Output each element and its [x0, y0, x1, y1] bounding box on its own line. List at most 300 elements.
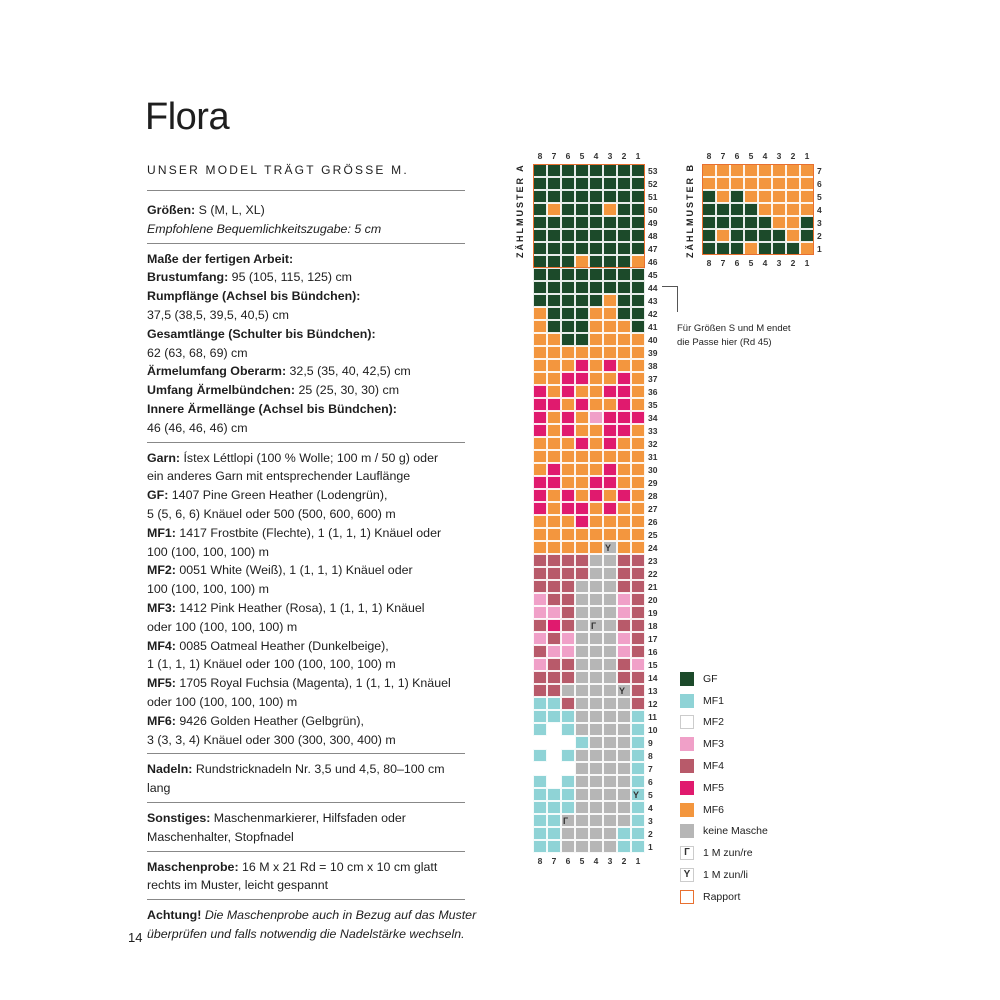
chart-cell	[744, 216, 758, 229]
row-number: 45	[648, 270, 658, 280]
chart-cell	[786, 177, 800, 190]
chart-cell	[561, 593, 575, 606]
info-label: MF3:	[147, 600, 176, 615]
chart-cell	[533, 762, 547, 775]
column-number: 5	[748, 258, 754, 268]
chart-cell	[631, 190, 645, 203]
chart-cell	[730, 216, 744, 229]
legend-label: Rapport	[703, 890, 741, 903]
chart-cell	[533, 710, 547, 723]
chart-cell	[730, 229, 744, 242]
chart-cell	[631, 489, 645, 502]
column-number: 2	[790, 258, 796, 268]
row-number: 4	[648, 803, 653, 813]
note-connector	[662, 286, 678, 312]
chart-cell	[575, 190, 589, 203]
increase-symbol: Г	[591, 621, 597, 631]
row-number: 23	[648, 556, 658, 566]
info-label: MF2:	[147, 563, 176, 578]
chart-cell	[561, 723, 575, 736]
chart-cell	[575, 840, 589, 853]
chart-cell	[547, 359, 561, 372]
chart-cell	[533, 580, 547, 593]
info-line	[147, 505, 465, 524]
chart-cell	[589, 359, 603, 372]
info-line	[147, 637, 465, 656]
increase-symbol: Y	[605, 543, 612, 553]
chart-cell	[561, 671, 575, 684]
chart-cell	[772, 216, 786, 229]
row-number: 6	[648, 777, 653, 787]
chart-cell	[589, 177, 603, 190]
chart-cell	[617, 827, 631, 840]
column-number: 7	[551, 856, 557, 866]
chart-cell	[800, 190, 814, 203]
chart-cell	[603, 554, 617, 567]
info-label: Achtung!	[147, 908, 202, 923]
info-label: GF:	[147, 488, 169, 503]
chart-cell	[561, 606, 575, 619]
chart-cell	[575, 489, 589, 502]
chart-cell	[631, 736, 645, 749]
info-value: rechts im Muster, leicht gespannt	[147, 878, 329, 893]
chart-cell	[533, 671, 547, 684]
chart-cell	[589, 203, 603, 216]
chart-cell	[786, 229, 800, 242]
chart-cell	[589, 840, 603, 853]
chart-cell	[617, 554, 631, 567]
chart-cell	[533, 203, 547, 216]
chart-cell	[603, 346, 617, 359]
chart-cell	[603, 242, 617, 255]
chart-cell	[533, 541, 547, 554]
chart-cell	[589, 268, 603, 281]
chart-cell	[533, 385, 547, 398]
chart-cell	[603, 489, 617, 502]
chart-cell	[589, 424, 603, 437]
chart-cell	[575, 619, 589, 632]
chart-cell	[575, 437, 589, 450]
size-note-line: Für Größen S und M endet	[677, 323, 791, 334]
chart-cell	[533, 463, 547, 476]
chart-cell	[716, 229, 730, 242]
chart-cell	[589, 788, 603, 801]
info-section	[147, 442, 465, 754]
chart-cell	[533, 632, 547, 645]
chart-cell	[589, 814, 603, 827]
chart-cell	[589, 502, 603, 515]
chart-cell	[561, 645, 575, 658]
chart-cell	[617, 489, 631, 502]
row-number: 32	[648, 439, 658, 449]
chart-cell	[603, 502, 617, 515]
chart-cell	[617, 359, 631, 372]
chart-cell	[561, 229, 575, 242]
info-line	[147, 580, 465, 599]
chart-cell	[744, 190, 758, 203]
chart-cell	[547, 788, 561, 801]
chart-cell	[547, 476, 561, 489]
chart-cell	[786, 242, 800, 255]
color-swatch	[680, 737, 694, 751]
info-value: 0085 Oatmeal Heather (Dunkelbeige),	[175, 638, 389, 653]
chart-cell	[533, 567, 547, 580]
chart-cell	[758, 229, 772, 242]
chart-cell	[603, 632, 617, 645]
chart-cell	[575, 749, 589, 762]
info-value: 100 (100, 100, 100) m	[147, 582, 269, 597]
chart-cell	[575, 515, 589, 528]
legend-label: GF	[703, 672, 718, 685]
info-value: Ístex Léttlopi (100 % Wolle; 100 m / 50 g) oder	[180, 450, 439, 465]
chart-cell	[575, 788, 589, 801]
chart-cell	[561, 281, 575, 294]
chart-cell	[617, 645, 631, 658]
chart-cell	[533, 242, 547, 255]
legend-item	[680, 755, 768, 777]
chart-cell	[603, 840, 617, 853]
pattern-info-column	[147, 190, 477, 948]
chart-cell	[603, 580, 617, 593]
chart-cell	[547, 554, 561, 567]
chart-cell	[533, 424, 547, 437]
chart-cell	[617, 814, 631, 827]
chart-cell	[575, 346, 589, 359]
chart-cell	[631, 632, 645, 645]
chart-cell	[603, 333, 617, 346]
chart-cell	[631, 359, 645, 372]
row-number: 53	[648, 166, 658, 176]
color-swatch	[680, 694, 694, 708]
chart-cell	[702, 229, 716, 242]
chart-cell	[617, 307, 631, 320]
chart-cell	[575, 593, 589, 606]
chart-cell	[617, 333, 631, 346]
info-section	[147, 802, 465, 851]
chart-cell	[547, 229, 561, 242]
chart-cell	[800, 216, 814, 229]
chart-cell	[786, 164, 800, 177]
legend-label: 1 M zun/li	[703, 869, 748, 882]
info-label: Maße der fertigen Arbeit:	[147, 251, 294, 266]
chart-cell	[575, 775, 589, 788]
chart-cell	[617, 801, 631, 814]
info-line	[147, 925, 465, 944]
chart-cell	[547, 671, 561, 684]
chart-cell	[561, 515, 575, 528]
column-number: 5	[748, 151, 754, 161]
chart-cell	[533, 736, 547, 749]
column-number: 4	[762, 151, 768, 161]
chart-cell	[631, 255, 645, 268]
chart-cell	[631, 437, 645, 450]
chart-cell	[603, 775, 617, 788]
legend-label: MF6	[703, 803, 724, 816]
color-swatch	[680, 715, 694, 729]
chart-cell	[617, 528, 631, 541]
chart-cell	[575, 320, 589, 333]
chart-cell	[575, 203, 589, 216]
info-value: 5 (5, 6, 6) Knäuel oder 500 (500, 600, 600) m	[147, 506, 396, 521]
chart-cell	[800, 242, 814, 255]
row-number: 36	[648, 387, 658, 397]
chart-cell	[575, 801, 589, 814]
chart-cell	[702, 190, 716, 203]
chart-cell	[603, 541, 617, 554]
chart-cell	[631, 814, 645, 827]
row-number: 35	[648, 400, 658, 410]
chart-cell	[702, 164, 716, 177]
chart-cell	[631, 307, 645, 320]
chart-cell	[603, 827, 617, 840]
row-number: 1	[648, 842, 653, 852]
chart-cell	[744, 177, 758, 190]
chart-cell	[744, 242, 758, 255]
chart-cell	[533, 320, 547, 333]
column-number: 8	[537, 856, 543, 866]
chart-cell	[575, 229, 589, 242]
chart-cell	[603, 528, 617, 541]
chart-cell	[533, 450, 547, 463]
chart-cell	[589, 242, 603, 255]
row-number: 11	[648, 712, 657, 722]
row-number: 29	[648, 478, 658, 488]
chart-cell	[631, 671, 645, 684]
chart-cell	[589, 333, 603, 346]
chart-cell	[617, 736, 631, 749]
chart-cell	[617, 788, 631, 801]
chart-cell	[603, 710, 617, 723]
chart-cell	[575, 177, 589, 190]
info-section	[147, 190, 465, 243]
chart-cell	[589, 801, 603, 814]
info-section	[147, 851, 465, 900]
chart-cell	[631, 710, 645, 723]
info-value: 100 (100, 100, 100) m	[147, 544, 269, 559]
chart-cell	[547, 489, 561, 502]
chart-cell	[786, 216, 800, 229]
row-number: 8	[648, 751, 653, 761]
chart-cell	[617, 762, 631, 775]
chart-cell	[631, 268, 645, 281]
chart-cell	[575, 736, 589, 749]
chart-cell	[617, 580, 631, 593]
chart-cell	[547, 203, 561, 216]
chart-cell	[603, 645, 617, 658]
chart-cell	[631, 281, 645, 294]
info-line	[147, 467, 465, 486]
legend-label: MF3	[703, 738, 724, 751]
chart-cell	[603, 385, 617, 398]
chart-cell	[533, 658, 547, 671]
row-number: 31	[648, 452, 658, 462]
row-number: 30	[648, 465, 658, 475]
chart-cell	[772, 229, 786, 242]
chart-cell	[617, 710, 631, 723]
chart-cell	[716, 216, 730, 229]
increase-symbol: Г	[563, 816, 569, 826]
row-number: 37	[648, 374, 658, 384]
column-number: 3	[607, 151, 613, 161]
chart-cell	[603, 255, 617, 268]
chart-cell	[631, 515, 645, 528]
chart-cell	[603, 411, 617, 424]
chart-cell	[772, 242, 786, 255]
chart-cell	[547, 164, 561, 177]
row-number: 25	[648, 530, 658, 540]
chart-cell	[631, 697, 645, 710]
info-value: überprüfen und falls notwendig die Nadelstärke wechseln.	[147, 926, 465, 941]
chart-cell	[561, 424, 575, 437]
info-value: 46 (46, 46, 46) cm	[147, 420, 248, 435]
chart-cell	[617, 164, 631, 177]
chart-cell	[547, 827, 561, 840]
chart-cell	[561, 749, 575, 762]
chart-cell	[617, 294, 631, 307]
chart-cell	[603, 593, 617, 606]
info-line	[147, 287, 465, 306]
chart-cell	[547, 450, 561, 463]
row-number: 2	[817, 231, 822, 241]
row-number: 33	[648, 426, 658, 436]
chart-cell	[575, 385, 589, 398]
row-number: 42	[648, 309, 658, 319]
chart-cell	[631, 333, 645, 346]
chart-cell	[603, 515, 617, 528]
chart-cell	[631, 619, 645, 632]
chart-cell	[547, 320, 561, 333]
chart-cell	[772, 203, 786, 216]
info-section	[147, 753, 465, 802]
row-number: 34	[648, 413, 658, 423]
info-line	[147, 325, 465, 344]
row-number: 5	[817, 192, 822, 202]
chart-cell	[547, 333, 561, 346]
row-number: 47	[648, 244, 658, 254]
chart-cell	[575, 255, 589, 268]
row-number: 39	[648, 348, 658, 358]
chart-cell	[631, 164, 645, 177]
chart-cell	[575, 398, 589, 411]
chart-cell	[547, 567, 561, 580]
info-value: oder 100 (100, 100, 100) m	[147, 694, 298, 709]
chart-cell	[603, 216, 617, 229]
chart-cell	[547, 710, 561, 723]
chart-cell	[631, 554, 645, 567]
chart-cell	[533, 437, 547, 450]
chart-cell	[631, 827, 645, 840]
info-line	[147, 693, 465, 712]
chart-cell	[603, 684, 617, 697]
chart-cell	[758, 216, 772, 229]
chart-cell	[589, 606, 603, 619]
row-number: 7	[648, 764, 653, 774]
info-value: 16 M x 21 Rd = 10 cm x 10 cm glatt	[238, 859, 438, 874]
column-number: 7	[720, 151, 726, 161]
chart-cell	[561, 450, 575, 463]
chart-cell	[631, 216, 645, 229]
chart-cell	[561, 840, 575, 853]
chart-cell	[716, 203, 730, 216]
chart-cell	[730, 203, 744, 216]
chart-cell	[561, 502, 575, 515]
info-value: Maschenhalter, Stopfnadel	[147, 829, 294, 844]
chart-cell	[561, 216, 575, 229]
info-label: Umfang Ärmelbündchen:	[147, 383, 296, 398]
chart-cell	[575, 502, 589, 515]
chart-cell	[758, 177, 772, 190]
chart-cell	[603, 606, 617, 619]
chart-cell	[702, 203, 716, 216]
chart-cell	[547, 593, 561, 606]
chart-cell	[786, 190, 800, 203]
chart-cell	[603, 229, 617, 242]
row-number: 52	[648, 179, 658, 189]
chart-cell	[589, 307, 603, 320]
chart-cell	[533, 164, 547, 177]
chart-cell	[533, 593, 547, 606]
row-number: 14	[648, 673, 658, 683]
info-value: 9426 Golden Heather (Gelbgrün),	[175, 713, 364, 728]
chart-cell	[631, 775, 645, 788]
chart-cell	[603, 736, 617, 749]
info-line	[147, 655, 465, 674]
info-value: 0051 White (Weiß), 1 (1, 1, 1) Knäuel oder	[175, 563, 413, 578]
chart-cell	[603, 463, 617, 476]
size-note-line: die Passe hier (Rd 45)	[677, 337, 772, 348]
chart-cell	[589, 385, 603, 398]
chart-cell	[561, 528, 575, 541]
info-line	[147, 906, 477, 925]
column-number: 5	[579, 151, 585, 161]
chart-cell	[547, 606, 561, 619]
legend-item	[680, 712, 768, 734]
chart-cell	[603, 697, 617, 710]
row-number: 50	[648, 205, 658, 215]
chart-cell	[575, 567, 589, 580]
chart-cell	[617, 255, 631, 268]
chart-cell	[575, 632, 589, 645]
chart-cell	[533, 684, 547, 697]
chart-cell	[617, 411, 631, 424]
chart-cell	[575, 528, 589, 541]
chart-cell	[575, 554, 589, 567]
chart-cell	[603, 762, 617, 775]
column-number: 3	[776, 151, 782, 161]
chart-b-label: ZÄHLMUSTER B	[685, 163, 695, 258]
chart-cell	[603, 320, 617, 333]
row-number: 22	[648, 569, 658, 579]
chart-cell	[589, 346, 603, 359]
chart-cell	[589, 541, 603, 554]
info-value: 1412 Pink Heather (Rosa), 1 (1, 1, 1) Knäuel	[175, 600, 425, 615]
info-line	[147, 400, 465, 419]
chart-cell	[561, 411, 575, 424]
chart-cell	[547, 190, 561, 203]
info-value: 25 (25, 30, 30) cm	[295, 383, 400, 398]
chart-cell	[533, 801, 547, 814]
chart-cell	[589, 437, 603, 450]
chart-cell	[575, 463, 589, 476]
chart-cell	[589, 255, 603, 268]
info-label: MF6:	[147, 713, 176, 728]
chart-cell	[561, 775, 575, 788]
chart-cell	[547, 216, 561, 229]
chart-cell	[575, 164, 589, 177]
chart-cell	[617, 372, 631, 385]
chart-cell	[533, 307, 547, 320]
info-value: 1705 Royal Fuchsia (Magenta), 1 (1, 1, 1) Knäuel	[175, 676, 451, 691]
